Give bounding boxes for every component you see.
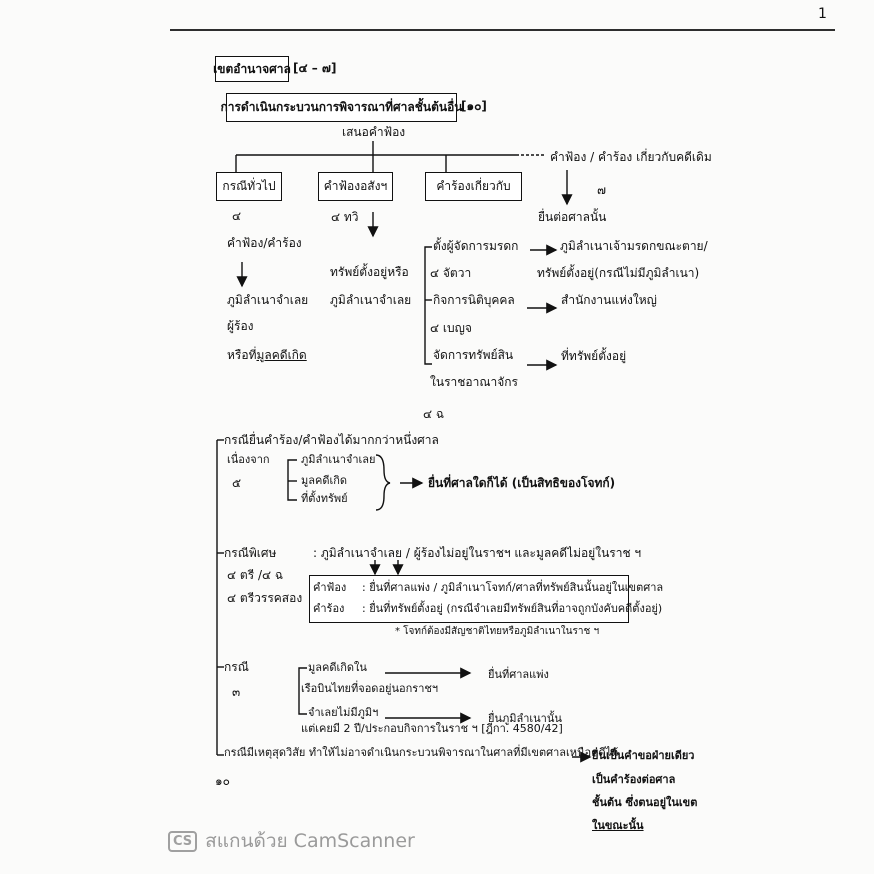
case3-ref: ๓	[232, 685, 241, 699]
case3-b2: แต่เคยมี 2 ปี/ประกอบกิจการในราช ฯ [ฎีกา. 4580/42]	[301, 722, 563, 735]
special-label: กรณีพิเศษ	[224, 546, 277, 560]
side-label: คำฟ้อง / คำร้อง เกี่ยวกับคดีเดิม	[550, 150, 712, 164]
special-box	[309, 575, 664, 623]
petition-out-1b: ทรัพย์ตั้งอยู่(กรณีไม่มีภูมิลำเนา)	[537, 266, 700, 280]
special-row2-label: คำร้อง	[313, 602, 345, 615]
special-ref-2: ๔ ตรีวรรคสอง	[227, 591, 303, 605]
multi-label: กรณียื่นคำร้อง/คำฟ้องได้มากกว่าหนึ่งศาล	[224, 433, 439, 447]
multi-because: เนื่องจาก	[227, 453, 270, 466]
special-row2-text: : ยื่นที่ทรัพย์ตั้งอยู่ (กรณีจำเลยมีทรัพย์สินที่อาจถูกบังคับคดีตั้งอยู่)	[362, 602, 663, 615]
case3-a2: เรือบินไทยที่จอดอยู่นอกราชฯ	[301, 682, 439, 695]
general-l4-prefix: หรือที่	[227, 348, 257, 362]
realprop-l1: ทรัพย์ตั้งอยู่หรือ	[330, 265, 409, 279]
multi-item: มูลคดีเกิด	[301, 474, 348, 487]
petition-out-1a: ภูมิลำเนาเจ้ามรดกขณะตาย/	[560, 239, 708, 253]
general-l3: ผู้ร้อง	[227, 319, 254, 333]
camscanner-logo-icon: CS	[168, 831, 197, 852]
subtitle-box: การดำเนินกระบวนการพิจารณาที่ศาลชั้นต้นอื่น	[226, 93, 457, 122]
case3-b1: จำเลยไม่มีภูมิฯ	[308, 706, 379, 719]
force-r3: ชั้นต้น ซึ่งตนอยู่ในเขต	[592, 796, 698, 809]
multi-item: ที่ตั้งทรัพย์	[301, 492, 348, 505]
special-desc: : ภูมิลำเนาจำเลย / ผู้ร้องไม่อยู่ในราชฯ และมูลคดีไม่อยู่ในราช ฯ	[313, 546, 642, 560]
petition-out-3: ที่ทรัพย์ตั้งอยู่	[561, 349, 627, 363]
case3-a1: มูลคดีเกิดใน	[308, 661, 367, 674]
realprop-l2: ภูมิลำเนาจำเลย	[330, 293, 412, 307]
force-label: กรณีมีเหตุสุดวิสัย ทำให้ไม่อาจดำเนินกระบวนพิจารณาในศาลที่มีเขตศาลเหนือคดีได้	[224, 746, 619, 759]
title-ref: [๔ – ๗]	[293, 61, 337, 75]
petition-ref-2: ๔ เบญจ	[430, 321, 472, 335]
side-result: ยื่นต่อศาลนั้น	[538, 210, 607, 224]
petition-ref-1: ๔ จัตวา	[430, 266, 472, 280]
general-case-box: กรณีทั่วไป	[216, 172, 282, 201]
special-ref-1: ๔ ตรี /๔ ฉ	[227, 568, 284, 582]
general-ref: ๔	[232, 209, 242, 223]
side-ref: ๗	[597, 183, 607, 197]
realprop-ref: ๔ ทวิ	[331, 210, 359, 224]
general-l4-underlined: มูลคดีเกิด	[256, 348, 307, 362]
special-row1-label: คำฟ้อง	[313, 581, 347, 594]
force-r2: เป็นคำร้องต่อศาล	[592, 773, 676, 786]
petition-item-3: จัดการทรัพย์สิน	[433, 348, 514, 362]
petition-item-2: กิจการนิติบุคคล	[433, 293, 515, 307]
general-l1: คำฟ้อง/คำร้อง	[227, 236, 302, 250]
force-r1: ยื่นเป็นคำขอฝ่ายเดียว	[592, 749, 695, 762]
multi-item: ภูมิลำเนาจำเลย	[301, 453, 376, 466]
page-number: 1	[818, 6, 827, 22]
case3-result-a: ยื่นที่ศาลแพ่ง	[488, 668, 549, 681]
case3-result-b: ยื่นภูมิลำเนานั้น	[488, 712, 562, 725]
multi-ref: ๕	[232, 476, 242, 490]
petition-ref-3: ๔ ฉ	[423, 407, 445, 421]
petition-item-1: ตั้งผู้จัดการมรดก	[433, 239, 519, 253]
petition-item-3b: ในราชอาณาจักร	[430, 375, 518, 389]
root-node: เสนอคำฟ้อง	[342, 125, 406, 139]
force-ref: ๑๐	[215, 774, 230, 788]
petition-box: คำร้องเกี่ยวกับ	[425, 172, 522, 201]
case3-label: กรณี	[224, 660, 249, 674]
special-note: * โจทก์ต้องมีสัญชาติไทยหรือภูมิลำเนาในราช ฯ	[395, 626, 600, 637]
general-l4	[227, 347, 307, 363]
force-r4: ในขณะนั้น	[592, 819, 644, 832]
multi-result: ยื่นที่ศาลใดก็ได้ (เป็นสิทธิของโจทก์)	[428, 476, 616, 490]
camscanner-watermark	[168, 826, 415, 856]
real-property-box: คำฟ้องอสังฯ	[318, 172, 393, 201]
special-row1-text: : ยื่นที่ศาลแพ่ง / ภูมิลำเนาโจทก์/ศาลที่ทรัพย์สินนั้นอยู่ในเขตศาล	[362, 581, 664, 594]
general-l2: ภูมิลำเนาจำเลย	[227, 293, 309, 307]
petition-out-2: สำนักงานแห่งใหญ่	[561, 293, 657, 307]
title-box: เขตอำนาจศาล	[215, 56, 289, 82]
watermark-text: สแกนด้วย CamScanner	[205, 830, 415, 852]
subtitle-ref: [๑๐]	[461, 99, 487, 113]
